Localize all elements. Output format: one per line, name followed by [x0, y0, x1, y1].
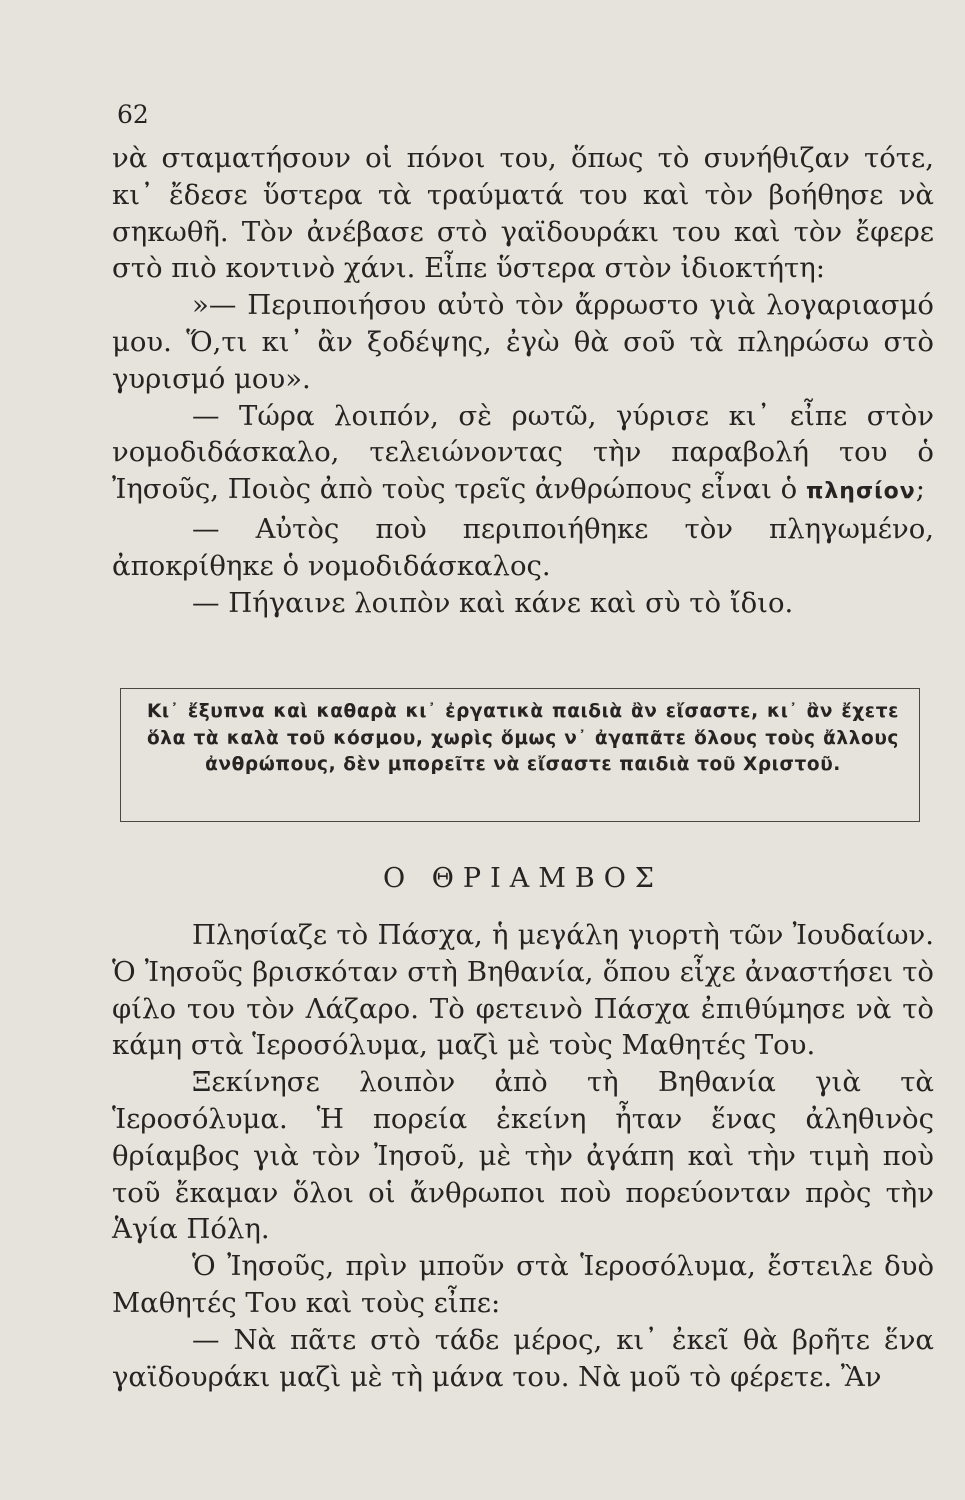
page-number: 62 [117, 100, 149, 129]
emphasized-word: πλησίον [805, 479, 916, 505]
boxed-note [120, 688, 920, 822]
boxed-note-text: Κι᾿ ἔξυπνα καὶ καθαρὰ κι᾿ ἐργατικὰ παιδιὰ ἂν εἴσαστε, κι᾿ ἂν ἔχετε ὅλα τὰ καλὰ τοῦ κόσμου, χωρὶς ὅμως ν᾿ ἀγαπᾶτε ὅλους τοὺς ἄλλους ἀνθρώπους, δὲν μπορεῖτε νὰ εἴσαστε παιδιὰ τοῦ Χριστοῦ. [147, 701, 899, 775]
paragraph: Ὁ Ἰησοῦς, πρὶν μποῦν στὰ Ἱεροσόλυμα, ἔστειλε δυὸ Μαθητές Του καὶ τοὺς εἶπε: [112, 1250, 934, 1319]
paragraph: — Πήγαινε λοιπὸν καὶ κάνε καὶ σὺ τὸ ἴδιο. [192, 586, 794, 619]
paragraph-text: — Τώρα λοιπόν, σὲ ρωτῶ, γύρισε κι᾿ εἶπε στὸν νομοδιδάσκαλο, τελειώνοντας τὴν παραβολή του ὁ Ἰησοῦς, Ποιὸς ἀπὸ τοὺς τρεῖς ἀνθρώπους εἶναι ὁ [112, 399, 934, 506]
paragraph-text: ; [915, 473, 926, 506]
paragraph: — Νὰ πᾶτε στὸ τάδε μέρος, κι᾿ ἐκεῖ θὰ βρῆτε ἕνα γαϊδουράκι μαζὶ μὲ τὴ μάνα του. Νὰ μοῦ τὸ φέρετε. Ἂν [112, 1323, 934, 1393]
paragraph: Πλησίαζε τὸ Πάσχα, ἡ μεγάλη γιορτὴ τῶν Ἰουδαίων. Ὁ Ἰησοῦς βρισκόταν στὴ Βηθανία, ὅπου εἶχε ἀναστήσει τὸ φίλο του τὸν Λάζαρο. Τὸ φετεινὸ Πάσχα ἐπιθύμησε νὰ τὸ κάμη στὰ Ἱεροσόλυμα, μαζὶ μὲ τοὺς Μαθητές Του. [112, 919, 934, 1062]
paragraph: νὰ σταματήσουν οἱ πόνοι του, ὅπως τὸ συνήθιζαν τότε, κι᾿ ἔδεσε ὕστερα τὰ τραύματά του καὶ τὸν βοήθησε νὰ σηκωθῆ. Τὸν ἀνέβασε στὸ γαϊδουράκι του καὶ τὸν ἔφερε στὸ πιὸ κοντινὸ χάνι. Εἶπε ὕστερα στὸν ἰδιοκτήτη: [112, 142, 934, 285]
paragraph: Ξεκίνησε λοιπὸν ἀπὸ τὴ Βηθανία γιὰ τὰ Ἱεροσόλυμα. Ἡ πορεία ἐκείνη ἦταν ἕνας ἀληθινὸς θρίαμβος γιὰ τὸν Ἰησοῦ, μὲ τὴν ἀγάπη καὶ τὴν τιμὴ ποὺ τοῦ ἔκαμαν ὅλοι οἱ ἄνθρωποι ποὺ πορεύονταν πρὸς τὴν Ἁγία Πόλη. [112, 1066, 934, 1246]
body-text-top [112, 140, 934, 621]
paragraph [112, 398, 934, 511]
section-title: Ο ΘΡΙΑΜΒΟΣ [383, 863, 663, 894]
paragraph: — Αὐτὸς ποὺ περιποιήθηκε τὸν πληγωμένο, ἀποκρίθηκε ὁ νομοδιδάσκαλος. [112, 512, 934, 582]
paragraph: »— Περιποιήσου αὐτὸ τὸν ἄρρωστο γιὰ λογαριασμό μου. Ὅ,τι κι᾿ ἂν ξοδέψης, ἐγὼ θὰ σοῦ τὰ πληρώσω στὸ γυρισμό μου». [112, 289, 934, 395]
body-text-bottom [112, 917, 934, 1395]
